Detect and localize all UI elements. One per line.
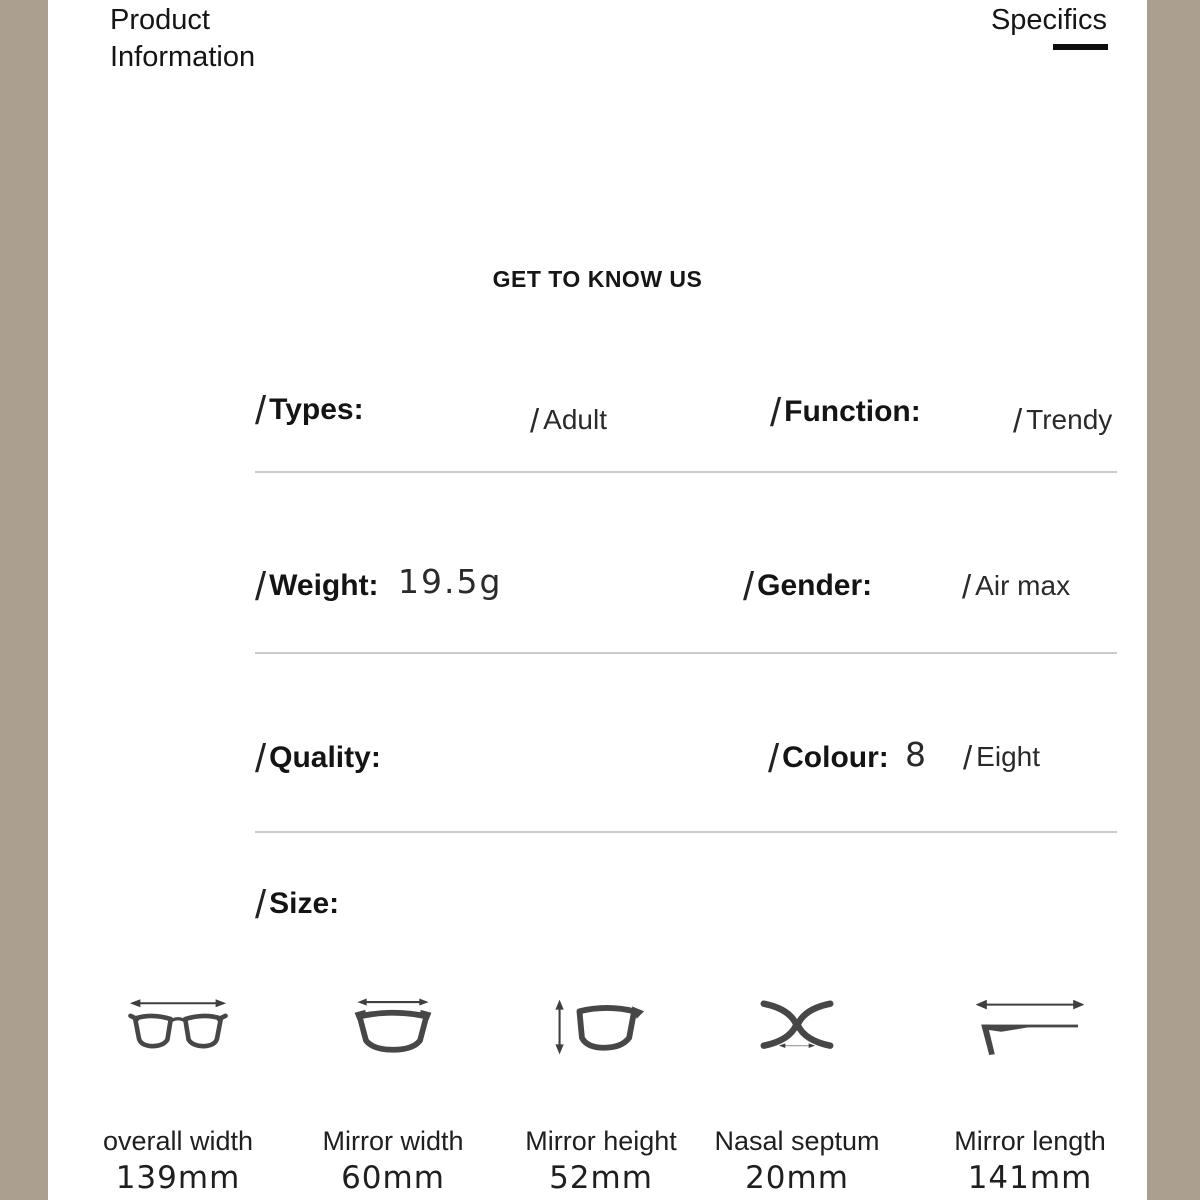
size-item-value: 141mm	[967, 1160, 1093, 1196]
spec-colour-value-text: Eight	[976, 741, 1040, 772]
spec-weight-value: 19.5g	[398, 562, 503, 601]
spec-gender-label-text: Gender:	[757, 569, 873, 602]
spec-size-label	[255, 883, 340, 927]
slash-glyph: /	[963, 739, 973, 776]
temple-length-icon	[920, 992, 1140, 1062]
specifics-underline	[1053, 44, 1108, 50]
lens-width-icon	[283, 992, 503, 1062]
spec-weight-label	[255, 565, 379, 609]
left-border-strip	[0, 0, 48, 1200]
spec-colour-label	[768, 737, 889, 781]
size-item-value: 52mm	[549, 1160, 653, 1196]
slash-glyph: /	[255, 737, 267, 781]
spec-function-value	[1013, 402, 1112, 438]
spec-colour-count: 8	[905, 735, 928, 774]
spec-function-label	[770, 391, 921, 435]
size-item-label: Mirror width	[322, 1126, 464, 1156]
spec-types-value	[530, 402, 607, 438]
page-title: Product Information	[110, 4, 256, 73]
divider	[255, 831, 1117, 833]
tab-specifics: Specifics	[990, 4, 1107, 36]
spec-quality-label-text: Quality:	[269, 741, 381, 774]
spec-types-label	[255, 389, 364, 433]
lens-height-icon	[491, 992, 711, 1062]
size-item-label: Mirror height	[525, 1126, 677, 1156]
size-item-overall-width	[68, 992, 288, 1196]
glasses-front-width-icon	[68, 992, 288, 1062]
spec-colour-value	[963, 739, 1040, 775]
slash-glyph: /	[255, 883, 267, 927]
slash-glyph: /	[962, 568, 972, 605]
divider	[255, 471, 1117, 473]
slash-glyph: /	[255, 565, 267, 609]
spec-function-label-text: Function:	[784, 395, 921, 428]
slash-glyph: /	[768, 737, 780, 781]
size-item-value: 20mm	[745, 1160, 849, 1196]
spec-gender-value	[962, 568, 1070, 604]
section-heading: GET TO KNOW US	[492, 266, 703, 292]
size-item-label: overall width	[102, 1126, 254, 1156]
size-item-label: Nasal septum	[714, 1126, 880, 1156]
size-item-nasal-septum	[687, 992, 907, 1196]
nose-bridge-icon	[687, 992, 907, 1062]
size-item-mirror-width	[283, 992, 503, 1196]
spec-weight-label-text: Weight:	[269, 569, 379, 602]
divider	[255, 652, 1117, 654]
spec-gender-value-text: Air max	[975, 570, 1071, 601]
slash-glyph: /	[743, 565, 755, 609]
size-item-label: Mirror length	[954, 1126, 1106, 1156]
spec-gender-label	[743, 565, 873, 609]
spec-size-label-text: Size:	[269, 887, 340, 920]
slash-glyph: /	[255, 389, 267, 433]
spec-function-value-text: Trendy	[1026, 404, 1113, 435]
size-item-value: 139mm	[115, 1160, 241, 1196]
size-item-value: 60mm	[341, 1160, 445, 1196]
slash-glyph: /	[770, 391, 782, 435]
spec-colour-label-text: Colour:	[782, 741, 889, 774]
slash-glyph: /	[530, 402, 540, 439]
spec-quality-label	[255, 737, 381, 781]
spec-types-value-text: Adult	[543, 404, 607, 435]
slash-glyph: /	[1013, 402, 1023, 439]
size-item-mirror-length	[920, 992, 1140, 1196]
size-item-mirror-height	[491, 992, 711, 1196]
right-border-strip	[1147, 0, 1200, 1200]
spec-types-label-text: Types:	[269, 393, 364, 426]
